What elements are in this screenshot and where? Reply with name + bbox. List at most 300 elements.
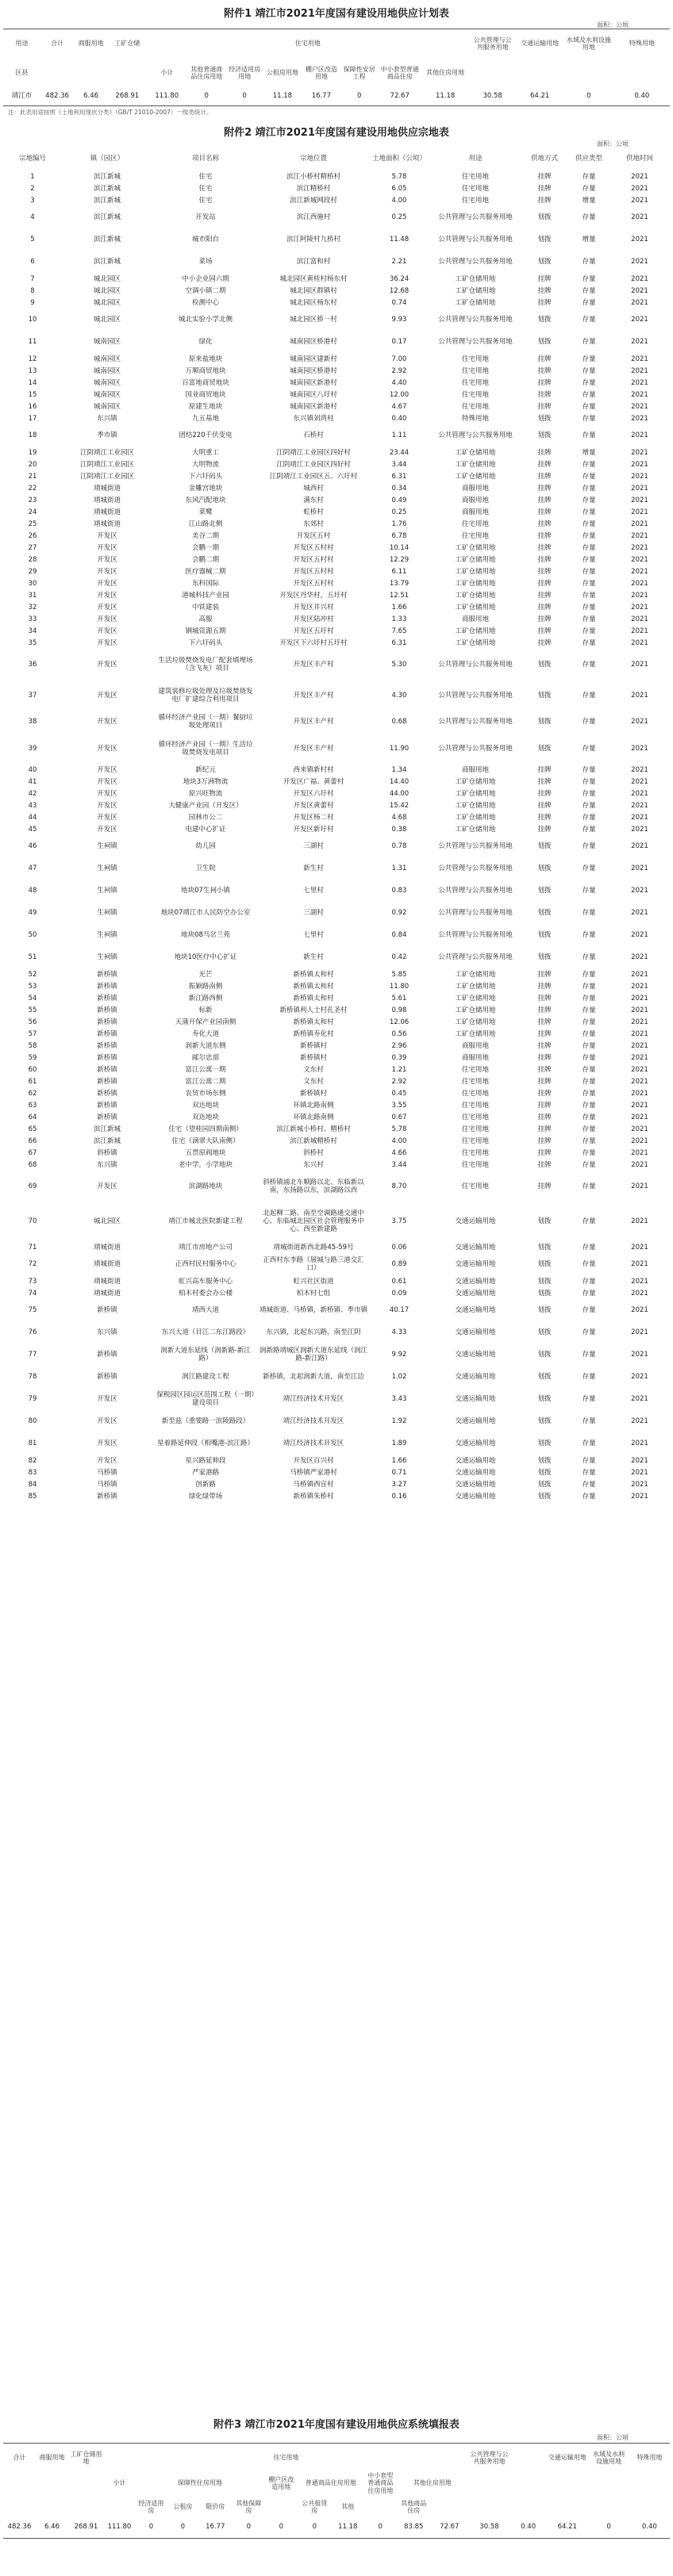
table-cell: 新生村 <box>303 953 324 962</box>
table-cell: 存量 <box>582 378 596 387</box>
table-cell: 挂牌 <box>537 1160 552 1169</box>
table-cell: 划拨 <box>537 213 552 222</box>
table-cell: 划拨 <box>537 316 552 324</box>
table-cell: 生祠镇 <box>97 953 117 962</box>
table-cell: 83 <box>28 1468 37 1477</box>
table-cell: 江阴靖江工业园区四好村 <box>276 448 351 457</box>
table-cell: 2021 <box>631 1018 648 1026</box>
table-cell: 靖江市房地产公司 <box>178 1243 233 1252</box>
table-row <box>5 1017 668 1029</box>
table-cell: 工矿仓储用地 <box>455 555 496 564</box>
table3-title: 附件3 靖江市2021年度国有建设用地供应系统填报表 <box>213 2419 460 2431</box>
table-cell: 滨江富和村 <box>296 258 331 266</box>
table-cell: 开发区五村村 <box>293 567 334 576</box>
table-cell: 商服用地 <box>461 508 489 516</box>
table-cell: 存量 <box>582 1182 596 1190</box>
table-cell: 住宅用地 <box>461 390 489 399</box>
table-cell: 挂牌 <box>537 1113 552 1121</box>
table-row <box>5 401 668 413</box>
table-cell: 交通运输用地 <box>455 1306 496 1315</box>
table-row <box>5 354 668 366</box>
table-cell: 2021 <box>631 355 648 363</box>
table-cell: 15.42 <box>389 801 410 810</box>
table-cell: 挂牌 <box>537 567 552 576</box>
table-cell: 商服用地 <box>461 1053 489 1062</box>
table-cell: 2021 <box>631 1089 648 1098</box>
table-cell: 2021 <box>631 366 648 375</box>
t2-header-cell: 宗地位置 <box>299 155 327 163</box>
table-cell: 靖江市城北医院新建工程 <box>168 1217 243 1226</box>
table-cell: 交通运输用地 <box>455 1456 496 1465</box>
table-cell: 开发区百兴村 <box>293 1456 334 1465</box>
table-cell: 新桥镇 <box>97 994 117 1002</box>
table-cell: 存量 <box>582 1137 596 1145</box>
table-cell: 润新大道东延线（润新路-新江路） <box>160 1347 251 1363</box>
table-row <box>5 286 668 297</box>
table-cell: 存量 <box>582 355 596 363</box>
table-row <box>5 626 668 638</box>
table-cell: 开发区丰产村 <box>293 691 334 700</box>
table-cell: 存量 <box>582 298 596 307</box>
t1-cell: 靖江市 <box>11 92 33 101</box>
table-cell: 38 <box>28 718 37 726</box>
table-cell: 2021 <box>631 1328 648 1337</box>
table-row <box>5 459 668 471</box>
t3-data-row <box>3 2519 670 2536</box>
table-cell: 划拨 <box>537 236 552 244</box>
table-cell: 住宅 <box>198 172 213 181</box>
table-cell: 4.33 <box>391 1328 407 1337</box>
table-cell: 开发区 <box>97 1182 117 1190</box>
t1-hdr-other-commodity: 其他普通商品住房用地 <box>190 65 223 80</box>
table-cell: 4.00 <box>391 196 407 205</box>
table-cell: 美谷二期 <box>191 531 219 540</box>
t1-hdr-commercial: 商服用地 <box>78 40 104 48</box>
table-cell: 公共管理与公共服务用地 <box>438 316 513 324</box>
table-cell: 7 <box>30 274 35 283</box>
table-cell: 2021 <box>631 298 648 307</box>
table-cell: 工矿仓储用地 <box>455 627 496 635</box>
table-cell: 开发区五村村 <box>293 543 334 552</box>
table-cell: 存量 <box>582 508 596 516</box>
table-cell: 2.92 <box>391 1077 407 1086</box>
table-cell: 划拨 <box>537 842 552 851</box>
t3-cell: 268.91 <box>74 2523 98 2532</box>
t3-hdr-shanty: 棚户区改造用地 <box>268 2475 294 2490</box>
table-cell: 挂牌 <box>537 603 552 611</box>
table-cell: 45 <box>28 825 37 834</box>
table-cell: 存量 <box>582 1125 596 1133</box>
table-cell: 68 <box>28 1160 37 1169</box>
table-cell: 柏木村委会办公楼 <box>178 1289 233 1298</box>
table-cell: 挂牌 <box>537 1065 552 1074</box>
t1-hdr-other-housing: 其他住房用地 <box>426 69 465 77</box>
table-cell: 0.49 <box>391 496 407 504</box>
table-cell: 85 <box>28 1492 37 1501</box>
table-cell: 2021 <box>631 887 648 895</box>
table-cell: 靖江经济技术开发区 <box>283 1395 344 1404</box>
t1-hdr-water: 水域及水利设施用地 <box>566 36 611 51</box>
table-cell: 滨江西施村 <box>296 213 331 222</box>
table-cell: 划拨 <box>537 909 552 918</box>
table-cell: 58 <box>28 1041 37 1050</box>
table-cell: 27 <box>28 543 37 552</box>
table-cell: 存量 <box>582 953 596 962</box>
table-row <box>5 171 668 183</box>
table-cell: 存量 <box>582 402 596 411</box>
table-cell: 挂牌 <box>537 789 552 798</box>
table-cell: 生活垃圾焚烧发电厂配套填埋场（含飞灰）项目 <box>158 656 253 673</box>
table-cell: 44.00 <box>389 789 410 798</box>
table-row <box>5 471 668 483</box>
table-cell: 73 <box>28 1277 37 1286</box>
table-cell: 2021 <box>631 519 648 528</box>
table-cell: 工矿仓储用地 <box>455 567 496 576</box>
table-cell: 存量 <box>582 172 596 181</box>
table-cell: 2021 <box>631 615 648 623</box>
table-cell: 挂牌 <box>537 591 552 600</box>
table-cell: 存量 <box>582 258 596 266</box>
table-cell: 靖城街道 <box>93 1260 121 1269</box>
table-cell: 开发区 <box>97 744 117 753</box>
table-row <box>5 680 668 711</box>
table-cell: 靖城街道 <box>93 519 121 528</box>
table-cell: 公共管理与公共服务用地 <box>438 744 513 753</box>
table-cell: 2021 <box>631 1041 648 1050</box>
t3-hdr-public-rental: 公租房 <box>173 2503 193 2511</box>
table-row <box>5 1202 668 1242</box>
table-cell: 公共管理与公共服务用地 <box>438 931 513 940</box>
table-cell: 挂牌 <box>537 1018 552 1026</box>
table-cell: 2.92 <box>391 366 407 375</box>
table-cell: 2021 <box>631 842 648 851</box>
table-cell: 0.25 <box>391 213 407 222</box>
table-cell: 工矿仓储用地 <box>455 638 496 647</box>
table1-note: 注：此表用途按照《土地利用现状分类》（GB/T 21010-2007）一级类统计。 <box>8 109 213 116</box>
table-cell: 5.85 <box>391 970 407 979</box>
table-cell: 循环经济产业园（一期）餐厨垃圾处理项目 <box>158 714 253 730</box>
table-cell: 28 <box>28 555 37 564</box>
table-cell: 靖城街道 <box>93 496 121 504</box>
table-cell: 存量 <box>582 1217 596 1226</box>
table-cell: 新桥镇 <box>97 1373 117 1382</box>
table-cell: 振颖路南侧 <box>188 982 223 991</box>
table-cell: 公共管理与公共服务用地 <box>438 213 513 222</box>
table-cell: 2021 <box>631 1395 648 1404</box>
t1-data-row <box>3 89 670 105</box>
table-cell: 5.30 <box>391 660 407 669</box>
table-cell: 公共管理与公共服务用地 <box>438 953 513 962</box>
table-cell: 挂牌 <box>537 1101 552 1110</box>
table-cell: 84 <box>28 1480 37 1489</box>
table-cell: 挂牌 <box>537 460 552 469</box>
table-cell: 划拨 <box>537 338 552 347</box>
table-cell: 存量 <box>582 1439 596 1448</box>
table-cell: 住宅用地 <box>461 1148 489 1157</box>
table-cell: 30 <box>28 579 37 588</box>
table-cell: 滨江新城 <box>93 1137 121 1145</box>
table-cell: 润新大道东侧 <box>185 1041 226 1050</box>
table-row <box>5 413 668 425</box>
table-row <box>5 1455 668 1467</box>
table-cell: 靖江经济技术开发区 <box>283 1439 344 1448</box>
table-cell: 划拨 <box>537 1351 552 1359</box>
table-row <box>5 519 668 531</box>
table-cell: 新桥镇村 <box>299 1089 327 1098</box>
table-cell: 新桥镇 <box>97 1089 117 1098</box>
table-row <box>5 1288 668 1300</box>
table-cell: 2021 <box>631 627 648 635</box>
table-cell: 存量 <box>582 1417 596 1426</box>
table-cell: 存量 <box>582 591 596 600</box>
table-cell: 存量 <box>582 1160 596 1169</box>
table-cell: 城南园区建新村 <box>290 355 337 363</box>
table-cell: 检测中心 <box>191 298 219 307</box>
table-row <box>5 602 668 614</box>
table2-title: 附件2 靖江市2021年度国有建设用地供应宗地表 <box>224 127 449 139</box>
table-row <box>5 1052 668 1064</box>
table-cell: 城北园区群镇村 <box>290 286 337 295</box>
table-cell: 0.06 <box>391 1243 407 1252</box>
t3-hdr-other: 其他 <box>341 2503 355 2511</box>
table-cell: 0.98 <box>391 1006 407 1014</box>
table-cell: 存量 <box>582 184 596 193</box>
table-cell: 公共管理与公共服务用地 <box>438 660 513 669</box>
table-cell: 1.11 <box>391 431 407 440</box>
table-cell: 划拨 <box>537 1439 552 1448</box>
table-cell: 2.21 <box>391 258 407 266</box>
table-row <box>5 638 668 650</box>
table-cell: 0.09 <box>391 1289 407 1298</box>
table-cell: 开发区 <box>97 579 117 588</box>
table-cell: 住宅用地 <box>461 1160 489 1169</box>
table-row <box>5 366 668 378</box>
table-cell: 存量 <box>582 777 596 786</box>
table-cell: 2021 <box>631 1053 648 1062</box>
table-cell: 挂牌 <box>537 1006 552 1014</box>
table-cell: 团结220千伏变电 <box>179 431 233 440</box>
table-cell: 2021 <box>631 1182 648 1190</box>
table-cell: 东兴大道（目江二东江路段） <box>161 1328 250 1337</box>
table-cell: 城北园区 <box>93 274 121 283</box>
table-cell: 存量 <box>582 460 596 469</box>
table-cell: 存量 <box>582 579 596 588</box>
table-cell: 城北园区 <box>93 316 121 324</box>
table-cell: 新桥镇 <box>97 1065 117 1074</box>
table-cell: 金雕宫地块 <box>188 484 223 493</box>
table-cell: 富江公寓一期 <box>185 1065 226 1074</box>
table-cell: 新桥镇 <box>97 1018 117 1026</box>
table-row <box>5 711 668 734</box>
table-cell: 工矿仓储用地 <box>455 472 496 481</box>
table-cell: 17 <box>28 414 37 423</box>
table-cell: 钢城资源五期 <box>185 627 226 635</box>
table-cell: 54 <box>28 994 37 1002</box>
table-cell: 2021 <box>631 909 648 918</box>
table-cell: 存量 <box>582 1351 596 1359</box>
t3-hdr-water: 水域及水利设施用地 <box>593 2450 625 2465</box>
t1-cell: 111.80 <box>155 92 179 101</box>
table-cell: 地块10医疗中心扩证 <box>174 953 237 962</box>
table-cell: 挂牌 <box>537 1053 552 1062</box>
t1-cell: 6.46 <box>83 92 99 101</box>
table-cell: 城北园区黄桂村杨东村 <box>279 274 348 283</box>
table-cell: 2021 <box>631 591 648 600</box>
table-cell: 挂牌 <box>537 355 552 363</box>
table-cell: 挂牌 <box>537 579 552 588</box>
table-cell: 住宅用地 <box>461 1089 489 1098</box>
table-cell: 港城科技产业园 <box>182 591 229 600</box>
table-cell: 2021 <box>631 316 648 324</box>
table-cell: 新桥镇 <box>97 1006 117 1014</box>
table-cell: 公共管理与公共服务用地 <box>438 887 513 895</box>
table-row <box>5 229 668 251</box>
table-cell: 循环经济产业园（一期）生活垃圾焚烧发电项目 <box>158 740 253 757</box>
table-cell: 0.34 <box>391 484 407 493</box>
table-cell: 住宅用地 <box>461 1065 489 1074</box>
table-cell: 住宅用地 <box>461 519 489 528</box>
t3-cell: 0.40 <box>521 2523 536 2532</box>
table-cell: 存量 <box>582 1077 596 1086</box>
table-cell: 标新 <box>198 1006 213 1014</box>
table-cell: 滨江阿陵村九桥村 <box>286 236 340 244</box>
table-cell: 公共管理与公共服务用地 <box>438 691 513 700</box>
table-cell: 2021 <box>631 460 648 469</box>
table-cell: 住宅用地 <box>461 378 489 387</box>
table-cell: 0.56 <box>391 1029 407 1038</box>
t1-cell: 16.77 <box>311 92 331 101</box>
table-cell: 住宅用地 <box>461 1137 489 1145</box>
table-row <box>5 578 668 590</box>
table-cell: 城南园区桥港村 <box>290 338 337 347</box>
table-cell: 0.42 <box>391 953 407 962</box>
table-cell: 81 <box>28 1439 37 1448</box>
table-cell: 城南园区 <box>93 378 121 387</box>
t1-cell: 0 <box>356 92 362 101</box>
table-cell: 37 <box>28 691 37 700</box>
table-cell: 东兴镇 <box>97 414 117 423</box>
table-row <box>5 880 668 903</box>
table-cell: 33 <box>28 615 37 623</box>
table-cell: 11.80 <box>389 982 410 991</box>
table-cell: 东兴镇，北起东兴路，南至江阴 <box>266 1328 361 1337</box>
table-cell: 工矿仓储用地 <box>455 1018 496 1026</box>
table-cell: 2021 <box>631 718 648 726</box>
table-cell: 生祠镇 <box>97 887 117 895</box>
table-cell: 划拨 <box>537 1306 552 1315</box>
table-row <box>5 1344 668 1367</box>
table-cell: 8.70 <box>391 1182 407 1190</box>
table-cell: 2021 <box>631 1029 648 1038</box>
t3-hdr-other-commodity: 其他商品住房 <box>401 2499 427 2514</box>
table-row <box>5 947 668 969</box>
table-cell: 2021 <box>631 567 648 576</box>
table-cell: 2021 <box>631 555 648 564</box>
table-cell: 12.00 <box>389 390 410 399</box>
t1-hdr-affordable: 经济适用房用地 <box>229 65 261 80</box>
table-cell: 12.51 <box>389 591 410 600</box>
table-cell: 划拨 <box>537 1492 552 1501</box>
table-cell: 划拨 <box>537 414 552 423</box>
t3-hdr-limited: 限价房 <box>206 2503 225 2511</box>
table-cell: 32 <box>28 603 37 611</box>
table-cell: 35 <box>28 638 37 647</box>
table-cell: 4.00 <box>391 1137 407 1145</box>
table-cell: 生祠镇 <box>97 931 117 940</box>
table-cell: 工矿仓储用地 <box>455 1006 496 1014</box>
table-cell: 靖城街道 <box>93 1243 121 1252</box>
table-cell: 存量 <box>582 1243 596 1252</box>
table-cell: 星兴路延伸段 <box>185 1456 226 1465</box>
table-cell: 11.90 <box>389 744 410 753</box>
table-row <box>5 447 668 459</box>
table-cell: 增量 <box>582 236 596 244</box>
table-cell: 柏木村七组 <box>296 1289 331 1298</box>
table-cell: 挂牌 <box>537 196 552 205</box>
table-row <box>5 1041 668 1052</box>
table-cell: 26 <box>28 531 37 540</box>
table-cell: 马桥镇 <box>97 1480 117 1489</box>
table-cell: 18 <box>28 431 37 440</box>
table-cell: 西来镇新村村 <box>293 765 334 774</box>
table-cell: 双达地块 <box>191 1101 219 1110</box>
table-row <box>5 207 668 229</box>
table-row <box>5 858 668 880</box>
table-row <box>5 614 668 626</box>
table-cell: 开发区下六圩村五圩村 <box>279 638 348 647</box>
table-cell: 新桥镇利人士村孔圣村 <box>279 1006 348 1014</box>
table-cell: 2021 <box>631 953 648 962</box>
table-cell: 2021 <box>631 1480 648 1489</box>
table-cell: 划拨 <box>537 953 552 962</box>
table-cell: 存量 <box>582 555 596 564</box>
table-cell: 创新路 <box>195 1480 216 1489</box>
table-cell: 挂牌 <box>537 982 552 991</box>
table-cell: 靖西大道 <box>191 1306 219 1315</box>
table-cell: 石桥村 <box>303 431 324 440</box>
table-cell: 公共管理与公共服务用地 <box>438 718 513 726</box>
table-cell: 6 <box>30 258 35 266</box>
table-cell: 住宅 <box>198 184 213 193</box>
table-cell: 住宅 <box>198 196 213 205</box>
table-cell: 工矿仓储用地 <box>455 591 496 600</box>
table-cell: 存量 <box>582 887 596 895</box>
table-cell: 2021 <box>631 603 648 611</box>
table-row <box>5 1124 668 1136</box>
table-cell: 2021 <box>631 1439 648 1448</box>
table-cell: 环镇北路南侧 <box>293 1113 334 1121</box>
table-cell: 5.61 <box>391 994 407 1002</box>
table-cell: 马桥镇西宣村 <box>293 1480 334 1489</box>
table-cell: 挂牌 <box>537 274 552 283</box>
t3-cell: 6.46 <box>44 2523 60 2532</box>
table-cell: 靖城街道 <box>93 1289 121 1298</box>
table-cell: 东兴镇 <box>97 1160 117 1169</box>
table-cell: 存量 <box>582 744 596 753</box>
table-cell: 新桥镇 <box>97 1041 117 1050</box>
table-cell: 挂牌 <box>537 638 552 647</box>
table-cell: 存量 <box>582 1277 596 1286</box>
table-cell: 1.34 <box>391 765 407 774</box>
table-cell: 存量 <box>582 1480 596 1489</box>
table-cell: 工矿仓储用地 <box>455 789 496 798</box>
t1-cell: 72.67 <box>390 92 410 101</box>
table-cell: 住宅用地 <box>461 1125 489 1133</box>
table-cell: 2.96 <box>391 1041 407 1050</box>
table-cell: 老中学，小学地块 <box>178 1160 233 1169</box>
table-cell: 开发区 <box>97 718 117 726</box>
table-cell: 67 <box>28 1148 37 1157</box>
